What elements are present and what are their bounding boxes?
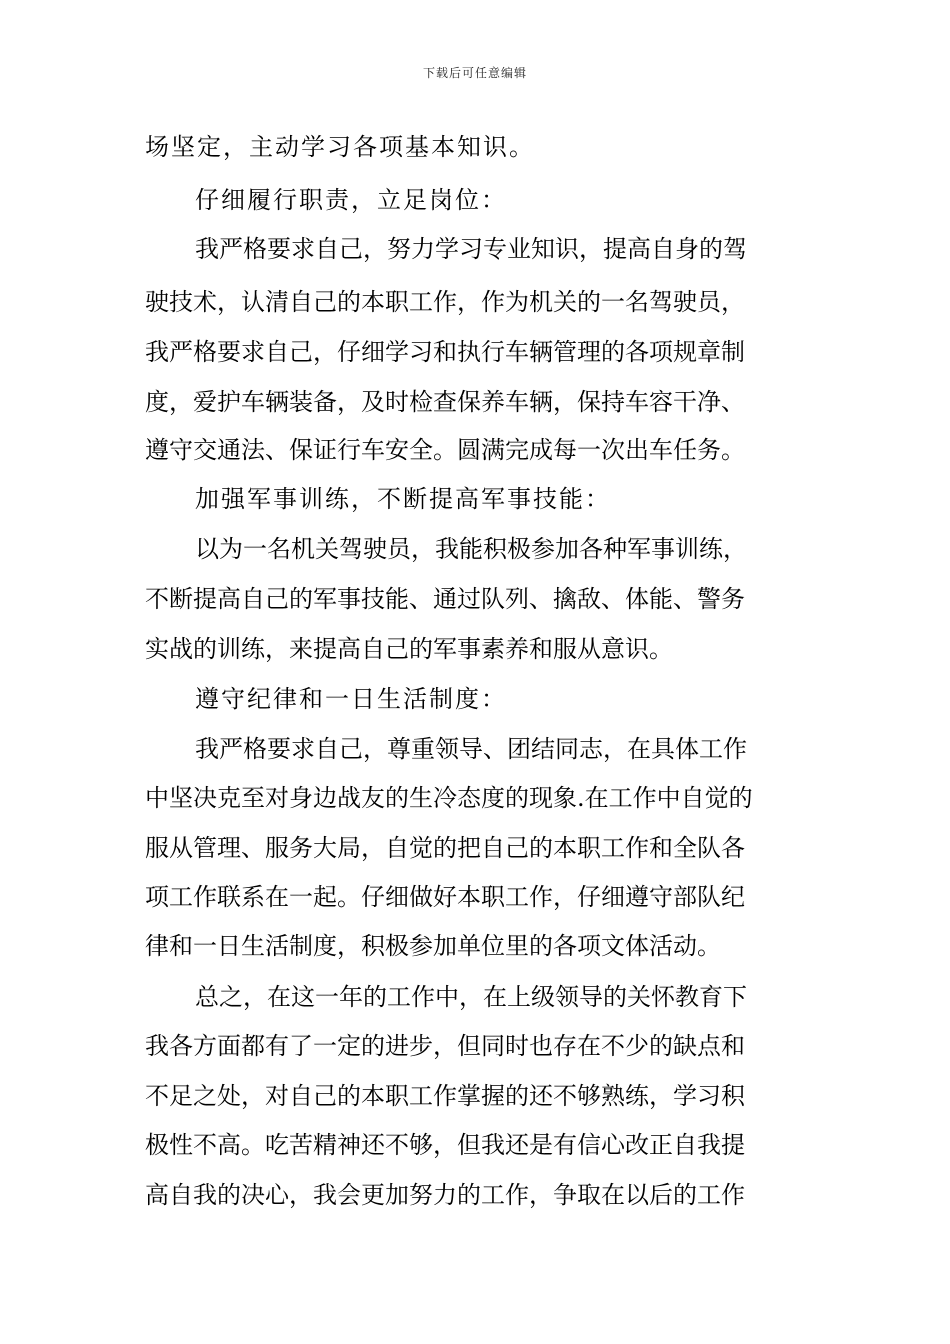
text-line: 律和一日生活制度，积极参加单位里的各项文体活动。 (145, 932, 721, 960)
page-header-note: 下载后可任意编辑 (422, 66, 527, 80)
text-line: 度，爱护车辆装备，及时检查保养车辆，保持车容干净、 (145, 388, 745, 416)
text-line: 我严格要求自己，尊重领导、团结同志，在具体工作 (195, 735, 747, 763)
text-line: 不足之处，对自己的本职工作掌握的还不够熟练，学习积 (145, 1082, 745, 1110)
text-line: 总之，在这一年的工作中，在上级领导的关怀教育下 (195, 983, 747, 1011)
text-line: 场坚定，主动学习各项基本知识。 (145, 133, 535, 161)
section-heading: 遵守纪律和一日生活制度： (195, 685, 507, 713)
text-line: 中坚决克至对身边战友的生冷态度的现象.在工作中自觉的 (145, 784, 753, 812)
text-line: 服从管理、服务大局，自觉的把自己的本职工作和全队各 (145, 834, 745, 862)
text-line: 极性不高。吃苦精神还不够，但我还是有信心改正自我提 (145, 1131, 745, 1159)
text-line: 驶技术，认清自己的本职工作，作为机关的一名驾驶员， (145, 288, 745, 316)
text-line: 我严格要求自己，仔细学习和执行车辆管理的各项规章制 (145, 338, 745, 366)
text-line: 实战的训练，来提高自己的军事素养和服从意识。 (145, 635, 673, 663)
text-line: 我各方面都有了一定的进步，但同时也存在不少的缺点和 (145, 1032, 745, 1060)
text-line: 不断提高自己的军事技能、通过队列、擒敌、体能、警务 (145, 585, 745, 613)
section-heading: 仔细履行职责，立足岗位： (195, 186, 507, 214)
text-line: 以为一名机关驾驶员，我能积极参加各种军事训练， (195, 535, 747, 563)
text-line: 项工作联系在一起。仔细做好本职工作，仔细遵守部队纪 (145, 883, 745, 911)
text-line: 遵守交通法、保证行车安全。圆满完成每一次出车任务。 (145, 436, 745, 464)
text-line: 高自我的决心，我会更加努力的工作，争取在以后的工作 (145, 1181, 745, 1209)
text-line: 我严格要求自己，努力学习专业知识，提高自身的驾 (195, 235, 747, 263)
section-heading: 加强军事训练，不断提高军事技能： (195, 485, 611, 513)
